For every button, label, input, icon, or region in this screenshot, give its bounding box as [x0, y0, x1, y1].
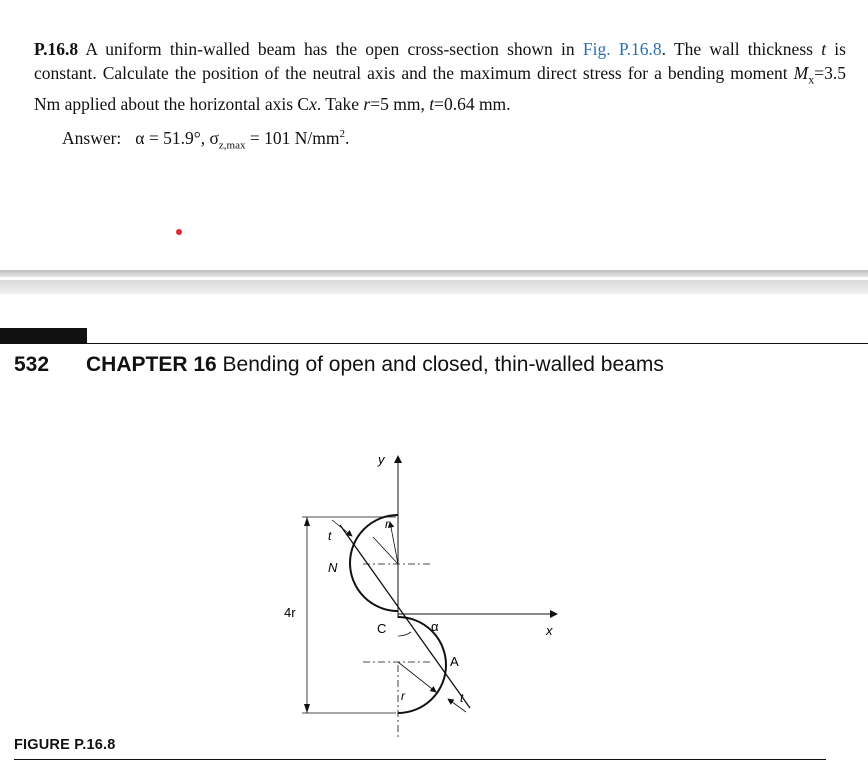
alpha-angle-arc [398, 632, 411, 636]
lower-radius-arrow [398, 662, 436, 692]
upper-thickness-arrow [332, 520, 352, 536]
r-variable: r [363, 93, 371, 114]
x-variable: x [309, 93, 317, 114]
problem-text-d: =3.5 Nm applied about the horizontal axis C [34, 63, 846, 114]
problem-text-a: A uniform thin-walled beam has the open cross-section shown in [78, 39, 583, 59]
t-variable: t [821, 39, 827, 59]
problem-text-f: =5 mm, [370, 93, 430, 114]
red-dot-marker [176, 229, 182, 235]
label-t-top: t [328, 529, 332, 543]
m-subscript: x [808, 72, 815, 87]
answer-value: = 101 N/mm [245, 127, 340, 148]
answer-sigma: σ [209, 127, 219, 148]
upper-radius-arrow [390, 522, 398, 564]
header-rule [0, 343, 868, 344]
page-header [14, 352, 664, 378]
label-r-bottom: r [401, 689, 405, 703]
dimension-top-arrowhead [304, 517, 310, 526]
answer-sigma-subscript: z,max [218, 139, 246, 152]
problem-number: P.16.8 [34, 39, 79, 59]
answer-label: Answer: [62, 127, 122, 148]
problem-text-e: . Take [316, 93, 364, 114]
answer-line [62, 122, 349, 157]
upper-radius-line [373, 537, 398, 564]
label-A: A [450, 654, 459, 669]
problem-text-b: . The wall thickness [661, 39, 822, 59]
label-C: C [377, 621, 387, 636]
answer-superscript: 2 [339, 128, 345, 140]
figure-caption: FIGURE P.16.8 [14, 737, 116, 753]
label-alpha: α [431, 619, 439, 634]
page-separator-top [0, 270, 868, 277]
neutral-axis-line [340, 525, 470, 708]
label-x: x [546, 623, 553, 638]
problem-text-g: =0.64 mm. [434, 93, 511, 114]
figure-cross-section [270, 440, 580, 745]
label-y: y [378, 452, 385, 467]
caption-rule [14, 759, 826, 760]
label-N: N [328, 560, 338, 575]
header-black-tab [0, 328, 87, 344]
problem-text-c: is constant. Calculate the position of the neutral axis and the maximum direct stress for a bending moment [34, 39, 846, 83]
problem-statement [34, 37, 846, 116]
dimension-bottom-arrowhead [304, 704, 310, 713]
chapter-label: CHAPTER 16 [86, 353, 217, 376]
chapter-title: Bending of open and closed, thin-walled beams [216, 353, 664, 376]
answer-end: . [344, 127, 350, 148]
m-variable: M [793, 63, 809, 83]
answer-alpha: α = 51.9°, [135, 127, 206, 148]
page-separator-bottom [0, 280, 868, 294]
label-r-top: r [385, 517, 389, 531]
page-number: 532 [14, 353, 50, 376]
label-4r: 4r [284, 605, 296, 620]
figure-reference-link[interactable]: Fig. P.16.8 [582, 39, 662, 59]
t-variable-2: t [429, 93, 435, 114]
label-t-bottom: t [460, 691, 464, 705]
